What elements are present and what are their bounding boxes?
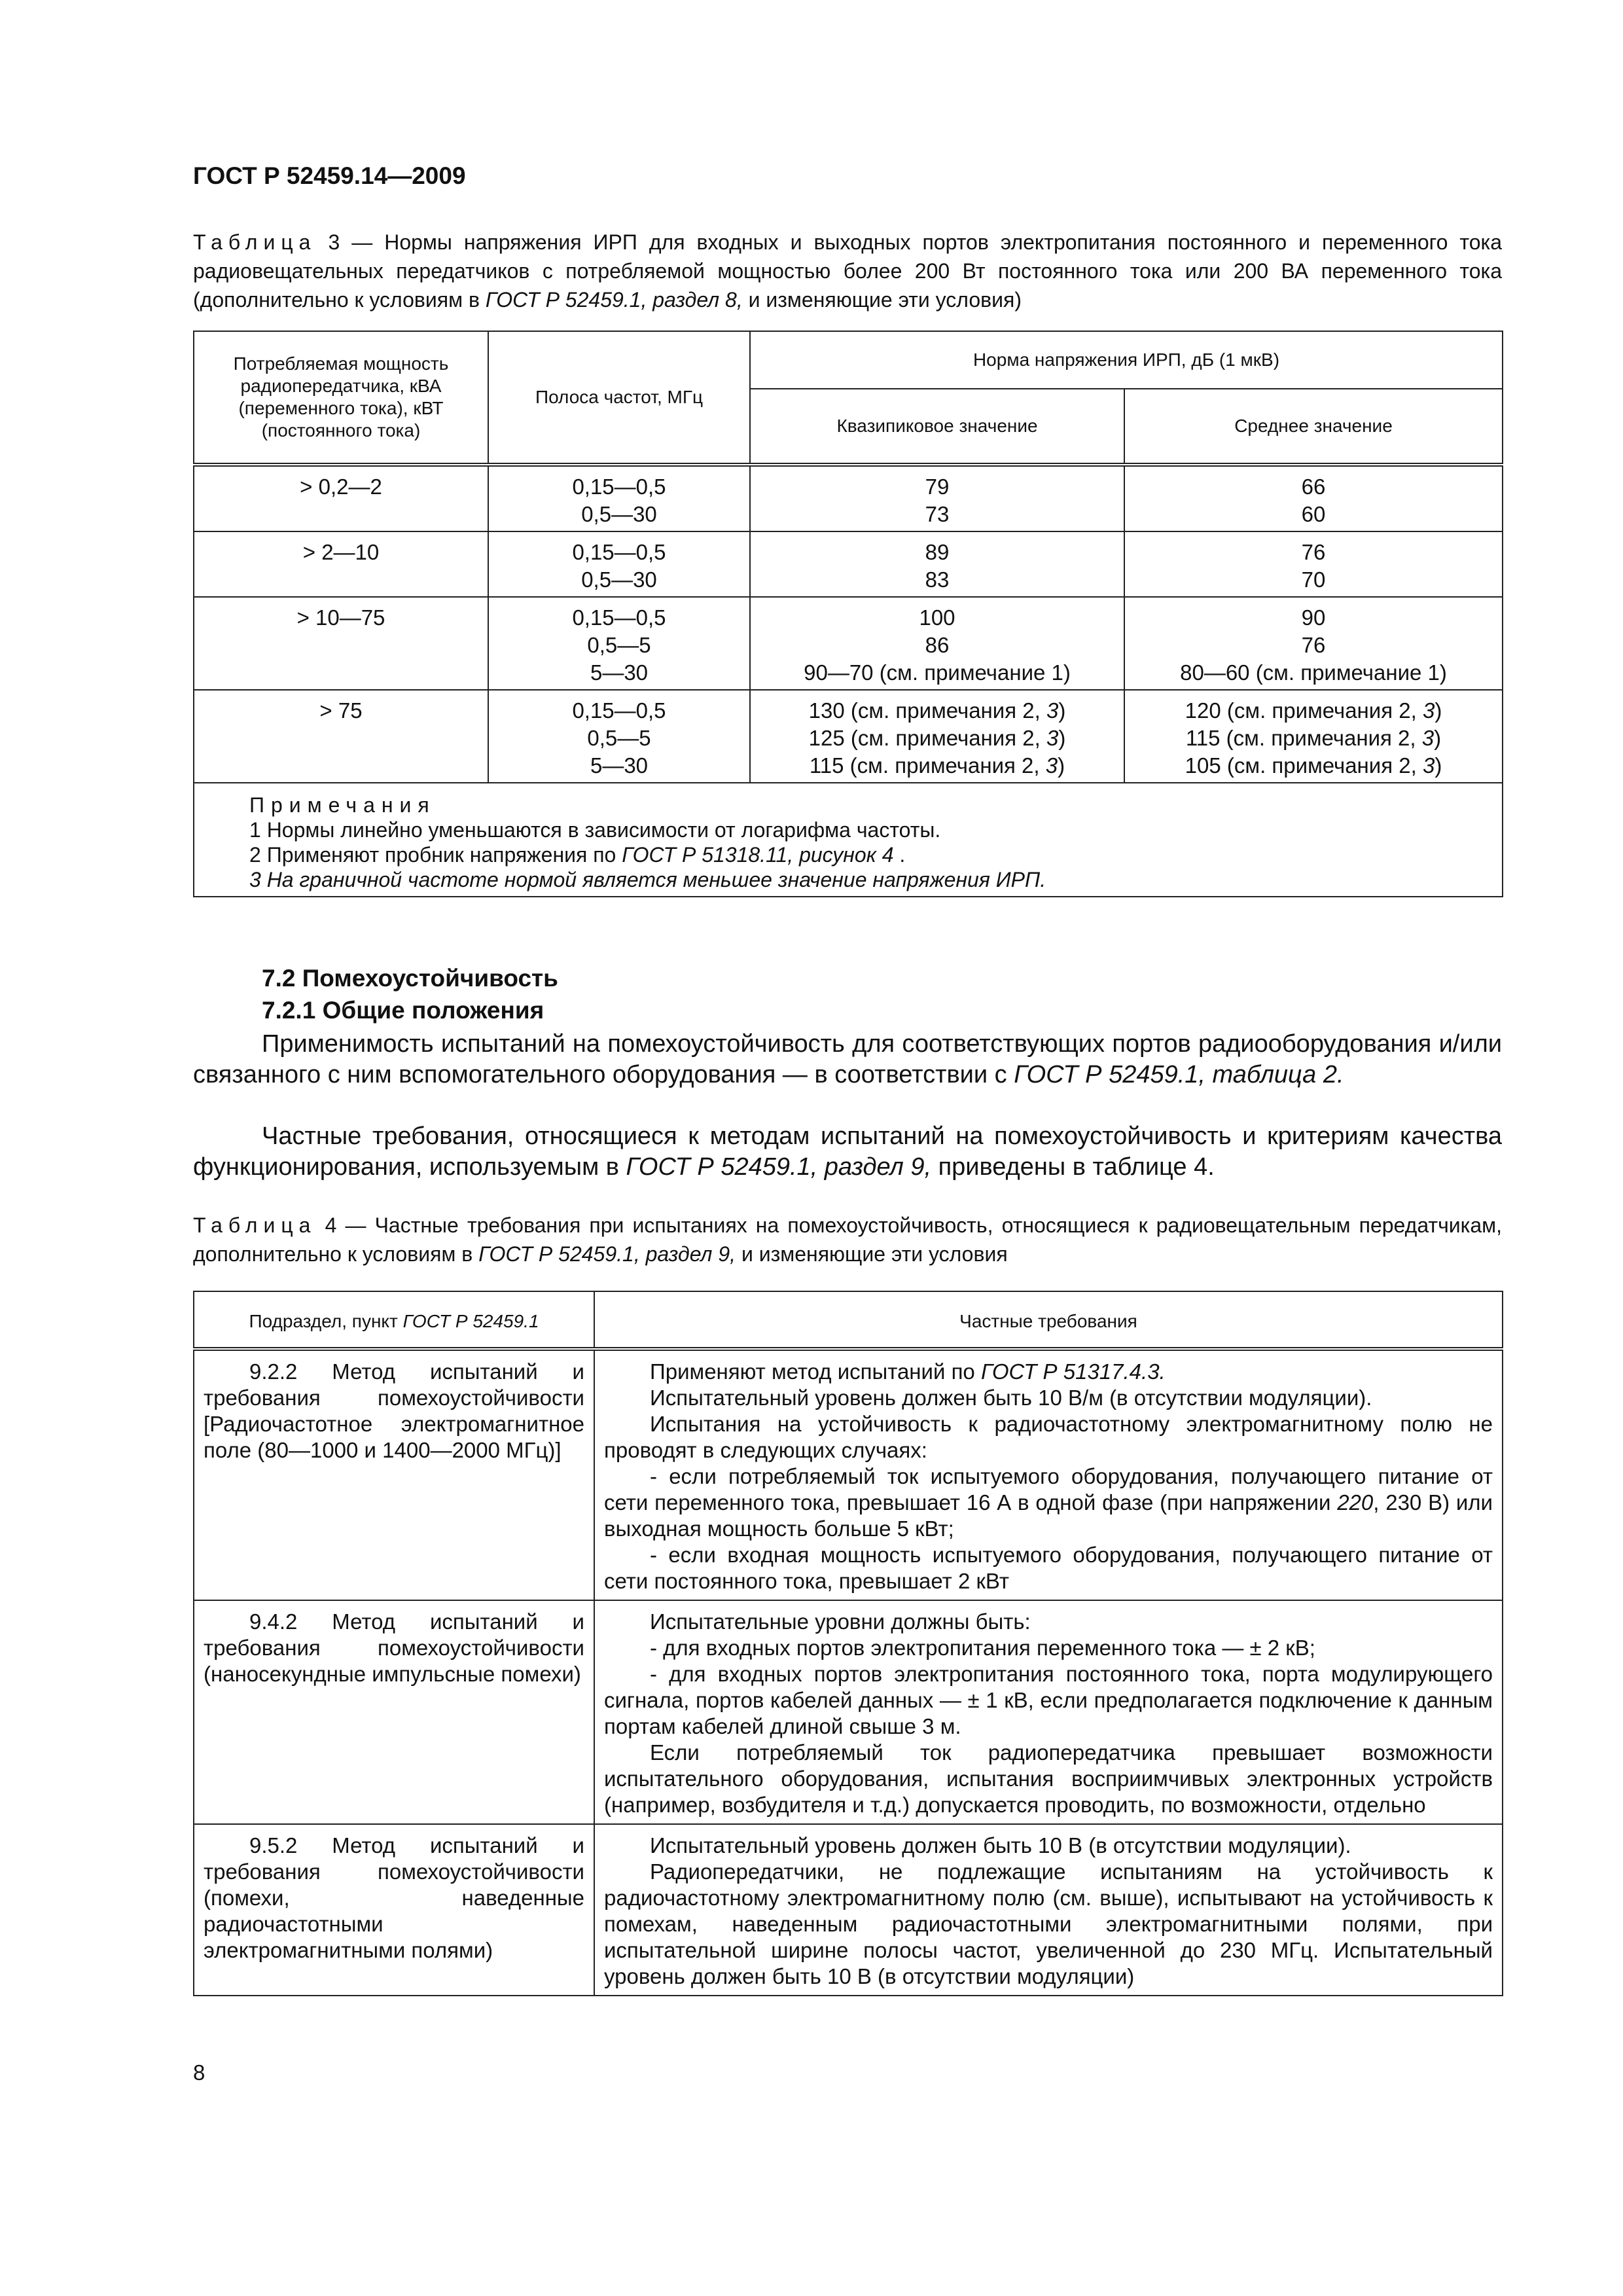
requirement-line: - для входных портов электропитания постоянного тока, порта модулирующего сигнала, портов кабелей данных — ± 1 кВ, если предполагается подключение к данным портам кабелей длиной свыше 3 м. — [604, 1662, 1493, 1738]
table-row — [194, 690, 1503, 783]
t3-cell-band — [488, 597, 750, 690]
table3-notes — [194, 783, 1503, 897]
requirement-line: - если входная мощность испытуемого оборудования, получающего питание от сети постоянного тока, превышает 2 кВт — [604, 1543, 1493, 1593]
avg-value: 60 — [1301, 502, 1326, 526]
requirement-line: Испытательный уровень должен быть 10 В (в отсутствии модуляции). — [650, 1833, 1351, 1857]
t4-cell-requirements — [594, 1824, 1503, 1996]
requirement-line: Испытательные уровни должны быть: — [650, 1609, 1031, 1634]
t3-cell-power: > 10—75 — [194, 597, 488, 690]
avg-value: 66 — [1301, 475, 1326, 499]
t3-cell-power: > 2—10 — [194, 531, 488, 597]
requirement-line: - для входных портов электропитания переменного тока — ± 2 кВ; — [650, 1636, 1315, 1660]
t4-cell-requirements — [594, 1600, 1503, 1824]
t4-header-subsection: Подраздел, пункт ГОСТ Р 52459.1 — [194, 1291, 594, 1349]
t3-cell-quasi — [750, 597, 1124, 690]
page-number: 8 — [193, 2060, 205, 2085]
requirement-line: Испытания на устойчивость к радиочастотному электромагнитному полю не проводят в следующих случаях: — [604, 1412, 1493, 1462]
paragraph-particular-requirements: Частные требования, относящиеся к методам испытаний на помехоустойчивость и критериям качества функционирования, используемым в ГОСТ Р 52459.1, раздел 9, приведены в таблице 4. — [193, 1122, 1502, 1181]
requirement-line: - если потребляемый ток испытуемого оборудования, получающего питание от сети переменного тока, превышает 16 А в одной фазе (при напряжении 220, 230 В) или выходная мощность больше 5 кВт; — [604, 1464, 1493, 1541]
t4-cell-subsection: 9.4.2 Метод испытаний и требования помехоустойчивости (наносекундные импульсные помехи) — [194, 1600, 594, 1824]
t3-header-quasi: Квазипиковое значение — [750, 389, 1124, 465]
requirement-line: Если потребляемый ток радиопередатчика превышает возможности испытательного оборудования, испытания восприимчивых электронных устройств (например, возбудителя и т.д.) допускается проводить, по возможности, отдельно — [604, 1740, 1493, 1817]
t3-cell-avg — [1124, 531, 1503, 597]
t3-header-norm: Норма напряжения ИРП, дБ (1 мкВ) — [750, 331, 1503, 389]
t3-header-avg: Среднее значение — [1124, 389, 1503, 465]
requirement-line: Радиопередатчики, не подлежащие испытаниям на устойчивость к радиочастотному электромагнитному полю (см. выше), испытывают на устойчивость к помехам, наведенным радиочастотными электромагнитными полями, при испытательной ширине полосы частот, увеличенной до 230 МГц. Испытательный уровень должен быть 10 В (в отсутствии модуляции) — [604, 1859, 1493, 1988]
quasi-value: 86 — [925, 633, 950, 657]
quasi-value: 90—70 (см. примечание 1) — [804, 660, 1071, 685]
table-row — [194, 1824, 1503, 1996]
document-header: ГОСТ Р 52459.14—2009 — [193, 162, 466, 189]
table3 — [193, 331, 1503, 897]
section-heading-7-2: 7.2 Помехоустойчивость — [262, 965, 558, 992]
quasi-value: 125 (см. примечания 2, 3) — [808, 726, 1066, 750]
quasi-value: 130 (см. примечания 2, 3) — [808, 698, 1066, 723]
table3-caption-label: Таблица — [193, 230, 317, 254]
band-value: 0,5—5 — [587, 633, 651, 657]
quasi-value: 89 — [925, 540, 950, 564]
quasi-value: 100 — [919, 605, 955, 630]
quasi-value: 73 — [925, 502, 950, 526]
avg-value: 105 (см. примечания 2, 3) — [1185, 753, 1442, 778]
t3-cell-power: > 75 — [194, 690, 488, 783]
t3-cell-quasi — [750, 690, 1124, 783]
quasi-value: 115 (см. примечания 2, 3) — [809, 753, 1065, 778]
t3-cell-avg — [1124, 597, 1503, 690]
band-value: 0,15—0,5 — [572, 698, 666, 723]
table3-body — [194, 465, 1503, 897]
quasi-value: 83 — [925, 567, 950, 592]
avg-value: 120 (см. примечания 2, 3) — [1185, 698, 1442, 723]
avg-value: 76 — [1301, 540, 1326, 564]
t3-cell-quasi — [750, 531, 1124, 597]
t3-cell-band — [488, 465, 750, 531]
table-row — [194, 1600, 1503, 1824]
paragraph-applicability: Применимость испытаний на помехоустойчивость для соответствующих портов радиооборудования и/или связанного с ним вспомогательного оборудования — в соответствии с ГОСТ Р 52459.1, таблица 2. — [193, 1030, 1502, 1088]
t3-header-band: Полоса частот, МГц — [488, 331, 750, 465]
table4-body — [194, 1349, 1503, 1996]
table-row — [194, 465, 1503, 531]
table4-caption — [193, 1211, 1502, 1268]
note-item: 2 Применяют пробник напряжения по ГОСТ Р 51318.11, рисунок 4 . — [249, 843, 906, 867]
requirement-line: Применяют метод испытаний по ГОСТ Р 51317.4.3. — [650, 1359, 1166, 1384]
avg-value: 90 — [1301, 605, 1326, 630]
note-item: 3 На граничной частоте нормой является меньшее значение напряжения ИРП. — [249, 868, 1046, 891]
table4-caption-text: 4 — Частные требования при испытаниях на помехоустойчивость, относящиеся к радиовещательным передатчикам, дополнительно к условиям в ГОСТ Р 52459.1, раздел 9, и изменяющие эти условия — [193, 1213, 1502, 1266]
section-heading-7-2-1: 7.2.1 Общие положения — [262, 997, 544, 1024]
quasi-value: 79 — [925, 475, 950, 499]
avg-value: 76 — [1301, 633, 1326, 657]
table3-caption — [193, 228, 1502, 314]
band-value: 0,15—0,5 — [572, 605, 666, 630]
requirement-line: Испытательный уровень должен быть 10 В/м (в отсутствии модуляции). — [650, 1386, 1372, 1410]
table-row — [194, 531, 1503, 597]
avg-value: 70 — [1301, 567, 1326, 592]
t4-cell-requirements — [594, 1349, 1503, 1600]
band-value: 0,15—0,5 — [572, 475, 666, 499]
band-value: 5—30 — [590, 753, 649, 778]
band-value: 0,5—5 — [587, 726, 651, 750]
t3-cell-band — [488, 531, 750, 597]
t3-cell-band — [488, 690, 750, 783]
notes-title: Примечания — [249, 793, 436, 817]
t3-cell-quasi — [750, 465, 1124, 531]
t4-cell-subsection: 9.5.2 Метод испытаний и требования помехоустойчивости (помехи, наведенные радиочастотными электромагнитными полями) — [194, 1824, 594, 1996]
band-value: 0,15—0,5 — [572, 540, 666, 564]
table-row — [194, 597, 1503, 690]
t4-cell-subsection: 9.2.2 Метод испытаний и требования помехоустойчивости [Радиочастотное электромагнитное поле (80—1000 и 1400—2000 МГц)] — [194, 1349, 594, 1600]
table4 — [193, 1291, 1503, 1996]
band-value: 0,5—30 — [581, 567, 657, 592]
t3-cell-power: > 0,2—2 — [194, 465, 488, 531]
t3-cell-avg — [1124, 690, 1503, 783]
note-item: 1 Нормы линейно уменьшаются в зависимости от логарифма частоты. — [249, 818, 941, 842]
band-value: 0,5—30 — [581, 502, 657, 526]
band-value: 5—30 — [590, 660, 649, 685]
t3-header-power: Потребляемая мощность радиопередатчика, кВА (переменного тока), кВТ (постоянного тока) — [194, 331, 488, 465]
t3-cell-avg — [1124, 465, 1503, 531]
avg-value: 115 (см. примечания 2, 3) — [1185, 726, 1442, 750]
table3-caption-text: 3 — Нормы напряжения ИРП для входных и выходных портов электропитания постоянного и переменного тока радиовещательных передатчиков с потребляемой мощностью более 200 Вт постоянного тока или 200 ВА переменного тока (дополнительно к условиям в ГОСТ Р 52459.1, раздел 8, и изменяющие эти условия) — [193, 230, 1502, 312]
table-row — [194, 1349, 1503, 1600]
avg-value: 80—60 (см. примечание 1) — [1180, 660, 1447, 685]
table4-caption-label: Таблица — [193, 1213, 317, 1237]
t4-header-requirements: Частные требования — [594, 1291, 1503, 1349]
